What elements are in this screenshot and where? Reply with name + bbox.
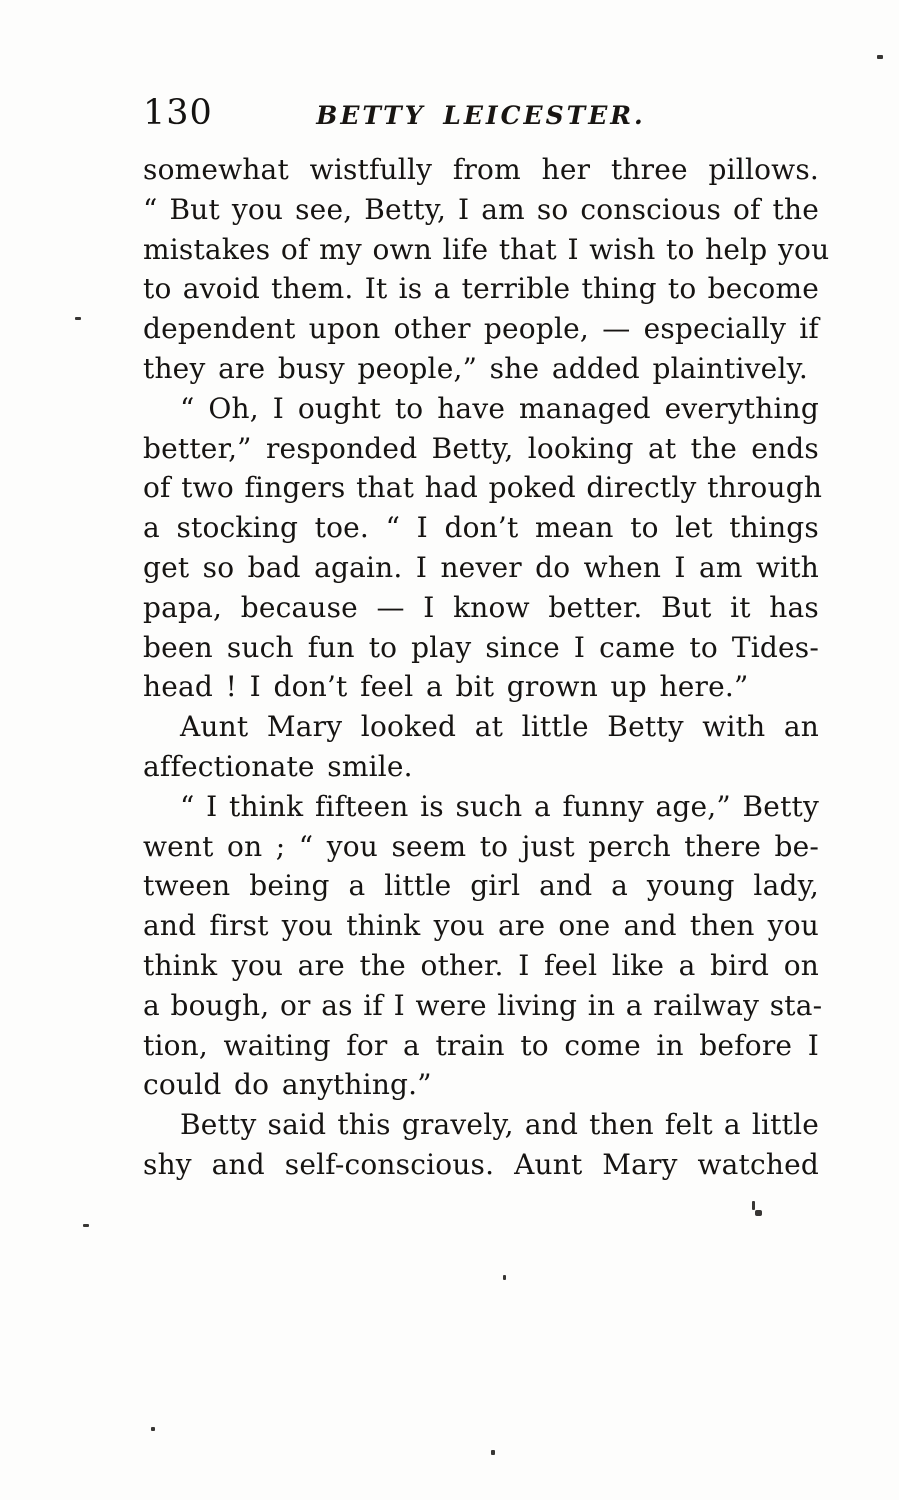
text-line: head ! I don’t feel a bit grown up here.” [143,670,749,704]
text-line: better,” responded Betty, looking at the ends [143,431,819,465]
text-line: went on ; “ you seem to just perch there be- [143,829,819,863]
text-line: shy and self-conscious. Aunt Mary watched [143,1147,819,1181]
text-line: dependent upon other people, — especially if [143,312,819,346]
ink-mark [755,1210,762,1216]
text-line: affectionate smile. [143,749,413,783]
text-line: tween being a little girl and a young lady, [143,869,819,903]
text-line: of two fingers that had poked directly through [143,471,823,505]
text-line: “ Oh, I ought to have managed everything [180,391,819,425]
text-line: Aunt Mary looked at little Betty with an [180,710,819,744]
text-line: been such fun to play since I came to Tides- [143,630,819,664]
text-line: a bough, or as if I were living in a railway sta- [143,988,823,1022]
text-line: “ But you see, Betty, I am so conscious of the [143,192,819,226]
running-head: BETTY LEICESTER. [316,101,646,130]
text-line: “ I think fifteen is such a funny age,” Betty [180,789,819,823]
text-line: a stocking toe. “ I don’t mean to let things [143,511,819,545]
text-line: Betty said this gravely, and then felt a little [180,1108,819,1142]
text-line: papa, because — I know better. But it has [143,590,819,624]
ink-mark [752,1201,755,1210]
text-line: mistakes of my own life that I wish to help you [143,232,830,266]
scan-speck [75,317,81,320]
scan-speck [503,1275,506,1280]
text-line: and first you think you are one and then you [143,909,819,943]
scan-speck [83,1224,89,1227]
text-line: somewhat wistfully from her three pillows. [143,153,819,186]
text-line: they are busy people,” she added plaintively. [143,351,809,385]
scan-speck [491,1450,495,1455]
text-line: could do anything.” [143,1068,432,1102]
text-line: think you are the other. I feel like a bird on [143,948,819,982]
text-line: tion, waiting for a train to come in before I [143,1028,819,1062]
scan-speck [151,1427,155,1431]
body-text [143,150,830,1185]
text-line: to avoid them. It is a terrible thing to become [143,272,819,306]
page-number: 130 [143,93,213,133]
text-line: get so bad again. I never do when I am with [143,550,819,584]
scan-speck [877,55,883,59]
